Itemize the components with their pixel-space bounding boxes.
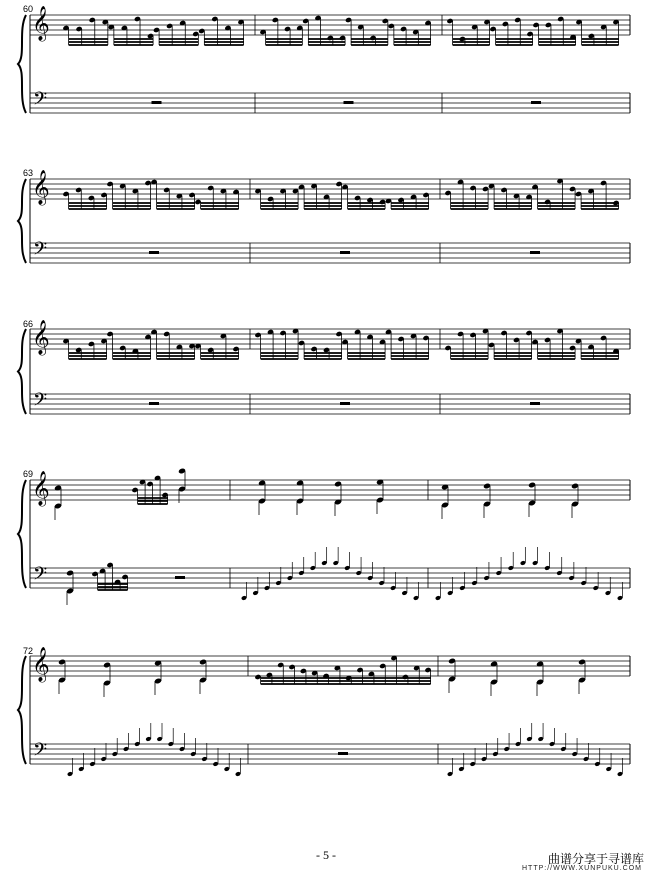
page-number: - 5 - xyxy=(316,848,336,862)
treble-clef-icon: 𝄞 xyxy=(32,647,50,682)
measure-number-72: 72 xyxy=(23,646,34,656)
brace xyxy=(18,179,26,263)
measure-number-60: 60 xyxy=(23,4,34,14)
bass-clef-icon: 𝄢 xyxy=(33,390,48,415)
whole-rest xyxy=(530,251,540,254)
treble-clef-icon: 𝄞 xyxy=(32,471,50,506)
whole-rest xyxy=(338,752,348,755)
treble-clef-icon: 𝄞 xyxy=(32,320,50,355)
watermark-url: HTTP://WWW.XUNPUKU.COM xyxy=(522,865,642,872)
whole-rest xyxy=(531,101,541,104)
brace xyxy=(18,656,26,764)
treble-clef-icon: 𝄞 xyxy=(32,6,50,41)
whole-rest xyxy=(340,402,350,405)
whole-rest xyxy=(530,402,540,405)
whole-rest xyxy=(152,101,162,104)
brace xyxy=(18,480,26,588)
whole-rest xyxy=(340,251,350,254)
bass-clef-icon: 𝄢 xyxy=(33,239,48,264)
brace xyxy=(18,15,26,113)
whole-rest xyxy=(149,402,159,405)
bass-clef-icon: 𝄢 xyxy=(33,89,48,114)
whole-rest xyxy=(344,101,354,104)
whole-rest xyxy=(149,251,159,254)
bass-clef-icon: 𝄢 xyxy=(33,564,48,589)
measure-number-66: 66 xyxy=(23,319,34,329)
whole-rest xyxy=(175,576,185,579)
bass-clef-icon: 𝄢 xyxy=(33,740,48,765)
measure-number-63: 63 xyxy=(23,168,34,178)
brace xyxy=(18,329,26,414)
treble-clef-icon: 𝄞 xyxy=(32,170,50,205)
measure-number-69: 69 xyxy=(23,469,34,479)
watermark-title: 曲谱分享于寻谱库 xyxy=(547,852,644,866)
